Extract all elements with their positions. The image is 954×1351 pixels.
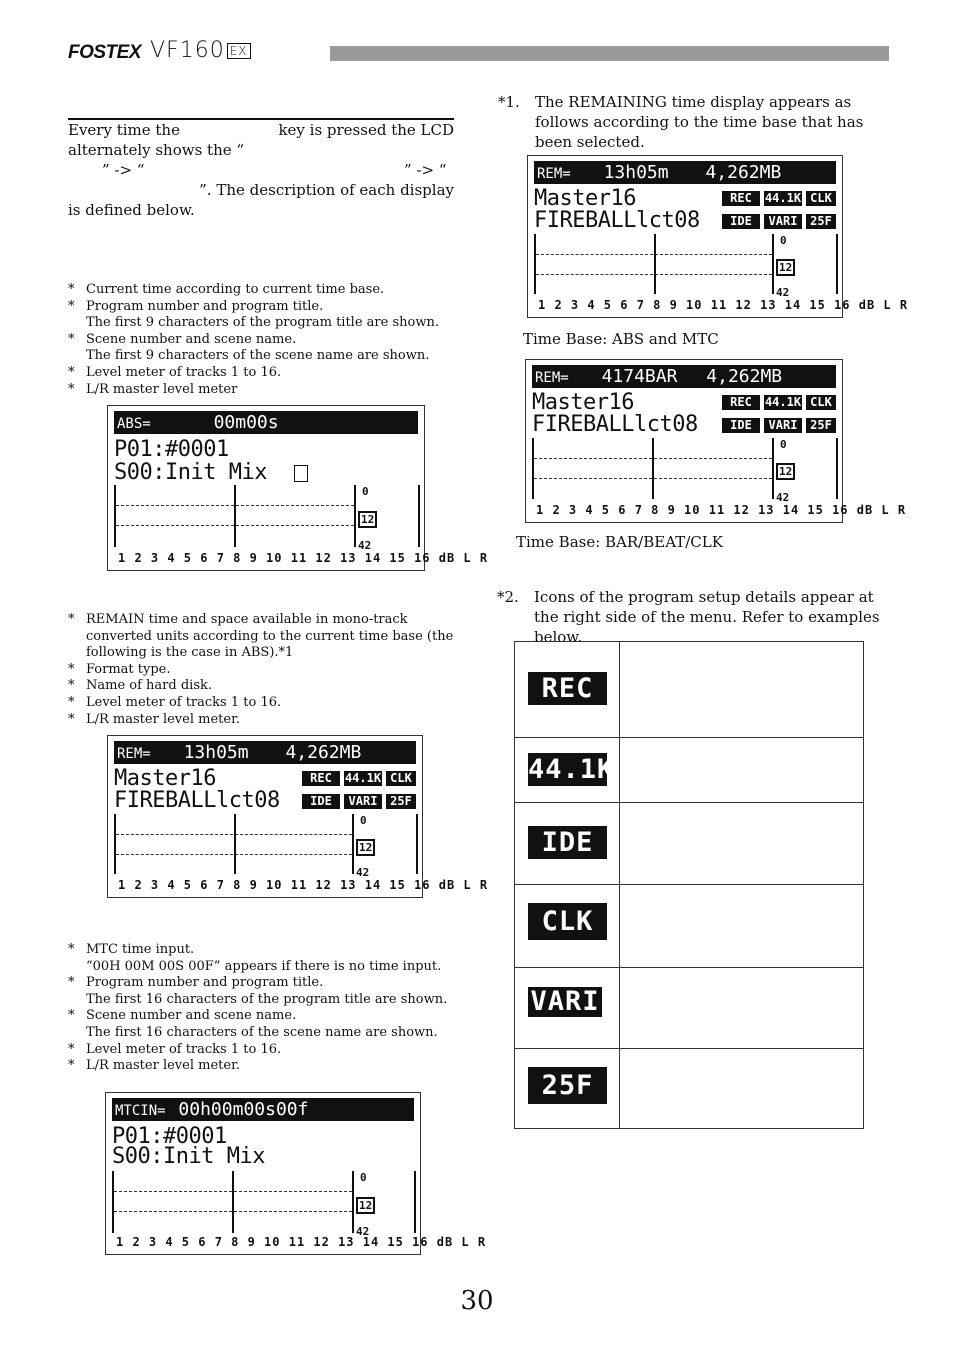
icon-row-rate [515,737,863,803]
clk-badge: CLK [386,771,416,786]
fps-badge: 25F [386,794,416,809]
cursor-box [294,465,308,482]
clk-icon: CLK [528,903,607,940]
lcd-topbar: ABS= 00m00s [114,411,418,434]
vari-icon: VARI [528,987,602,1017]
icon-row-ide [515,802,863,885]
lcd-remain-bar-beat: REM= 4174BAR 4,262MB Master16 FIREBALLlct08 REC 44.1K CLK IDE VARI 25F 0 12 42 1 2 3 4 5 6 7 8 9 10 11 12 13 14 15 16 dB L R [525,359,843,523]
ide-icon: IDE [528,826,607,859]
icon-row-clk [515,884,863,968]
icon-row-fps [515,1048,863,1130]
caption-abs-mtc: Time Base: ABS and MTC [523,330,719,348]
ide-badge: IDE [302,794,340,809]
rec-icon: REC [528,672,607,705]
lcd-remain-abs-mtc: REM= 13h05m 4,262MB Master16 FIREBALLlct08 REC 44.1K CLK IDE VARI 25F 0 12 42 1 2 3 4 5 6 7 8 9 10 11 12 13 14 15 16 dB L R [527,155,843,318]
page-number: 30 [460,1286,494,1316]
icon-row-vari [515,967,863,1049]
icon-table [514,641,864,1129]
model-logo: VF160 EX [150,38,251,63]
note-2: *2. Icons of the program setup details appear at the right side of the menu. Refer to examples below. [497,588,880,646]
db-label-12: 12 [358,511,377,528]
mtc-display-list: * MTC time input. “00H 00M 00S 00F” appears if there is no time input. * Program number and program title. The first 16 characters of the program title are shown. * Scene number and scene name. The first 16 characters of the scene name are shown. * Level meter of tracks 1 to 16. * L/R master level meter. [68,942,458,1075]
abs-display-list: * Current time according to current time base. * Program number and program title. The first 9 characters of the program title are shown. * Scene number and scene name. The first 9 characters of the scene name are shown. * Level meter of tracks 1 to 16. * L/R master level meter [68,282,458,398]
rate-badge: 44.1K [344,771,382,785]
track-numbers: 1 2 3 4 5 6 7 8 9 10 11 12 13 14 15 16 dB L R [118,551,489,565]
sample-rate-icon: 44.1K [528,754,615,785]
note-1: *1. The REMAINING time display appears as follows according to the time base that has been selected. [498,93,864,151]
lcd-remain-display: REM= 13h05m 4,262MB Master16 FIREBALLlct08 REC 44.1K CLK IDE VARI 25F 0 12 42 1 2 3 4 5 6 7 8 9 10 11 12 13 14 15 16 dB L R [107,735,423,898]
lcd-abs-display: ABS= 00m00s P01:#0001 S00:Init Mix 0 12 42 1 2 3 4 5 6 7 8 9 10 11 12 13 14 15 16 dB L R [107,405,425,571]
fostex-logo: FOSTEX [68,42,142,63]
header-bar [330,46,889,61]
intro-paragraph: Every time the key is pressed the LCD alternately shows the “ ” -> “ ” -> “ ”. The description of each display is defined below. [68,121,454,219]
db-label-42: 42 [358,539,372,552]
db-label-0: 0 [362,485,369,498]
icon-row-rec [515,642,863,737]
caption-bar-beat: Time Base: BAR/BEAT/CLK [516,533,723,551]
fps-icon: 25F [528,1067,607,1104]
rec-badge: REC [302,771,340,786]
remain-display-list: * REMAIN time and space available in mono-track converted units according to the current time base (the following is the case in ABS).*1 * Format type. * Name of hard disk. * Level meter of tracks 1 to 16. * L/R master level meter. [68,612,458,728]
vari-badge: VARI [344,794,382,809]
lcd-mtc-display: MTCIN= 00h00m00s00f P01:#0001 S00:Init Mix 0 12 42 1 2 3 4 5 6 7 8 9 10 11 12 13 14 15 16 dB L R [105,1092,421,1255]
